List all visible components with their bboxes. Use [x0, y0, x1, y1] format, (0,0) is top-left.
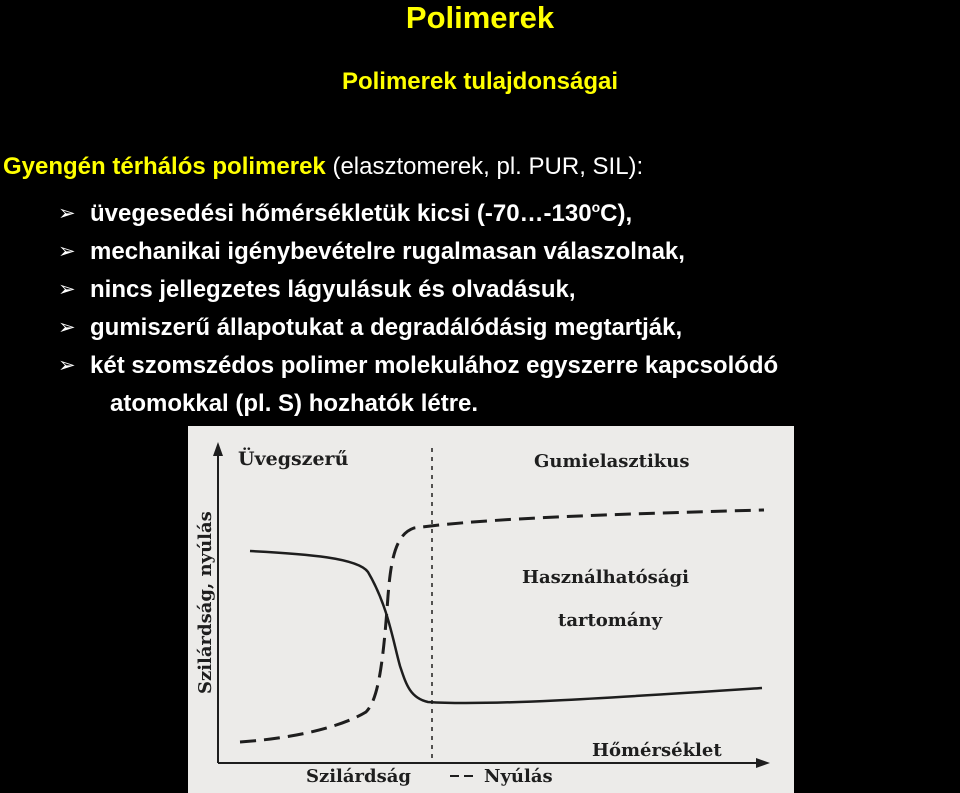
bullet-text: gumiszerű állapotukat a degradálódásig megtartják, [90, 314, 683, 341]
glassy-region-label: Üvegszerű [238, 448, 349, 470]
arrow-bullet-icon: ➢ [58, 240, 76, 263]
intro-rest: (elasztomerek, pl. PUR, SIL): [325, 153, 644, 180]
bullet-continuation: atomokkal (pl. S) hozhatók létre. [110, 390, 479, 417]
usable-range-label-1: Használhatósági [522, 567, 689, 588]
rubbery-region-label: Gumielasztikus [534, 451, 690, 472]
x-axis-label: Hőmérséklet [592, 740, 722, 761]
property-temperature-diagram [188, 426, 794, 793]
bullet-item [58, 309, 960, 347]
intro-highlight: Gyengén térhálós polimerek [3, 153, 326, 180]
y-axis-arrow-icon [213, 442, 223, 456]
bullet-text: két szomszédos polimer molekulához egyszerre kapcsolódó [90, 352, 779, 379]
arrow-bullet-icon: ➢ [58, 354, 76, 377]
bullet-list [58, 195, 960, 423]
y-axis-label: Szilárdság, nyúlás [195, 511, 216, 694]
arrow-bullet-icon: ➢ [58, 316, 76, 339]
bullet-item [58, 233, 960, 271]
slide-subtitle: Polimerek tulajdonságai [341, 68, 619, 95]
bullet-item [58, 271, 960, 309]
legend-elongation-label: Nyúlás [484, 766, 553, 787]
intro-line [3, 152, 643, 182]
bullet-item [58, 195, 960, 233]
usable-range-label-2: tartomány [558, 610, 663, 631]
slide-title: Polimerek [405, 0, 555, 35]
legend-strength-label: Szilárdság [306, 766, 412, 787]
elongation-curve [240, 510, 764, 742]
bullet-item [58, 347, 960, 385]
bullet-text: üvegesedési hőmérsékletük kicsi (-70…-130$^o$C), [90, 199, 633, 227]
arrow-bullet-icon: ➢ [58, 202, 76, 225]
bullet-text: mechanikai igénybevételre rugalmasan válaszolnak, [90, 238, 685, 265]
x-axis-arrow-icon [756, 758, 770, 768]
arrow-bullet-icon: ➢ [58, 278, 76, 301]
bullet-text: nincs jellegzetes lágyulásuk és olvadásuk, [90, 276, 576, 303]
